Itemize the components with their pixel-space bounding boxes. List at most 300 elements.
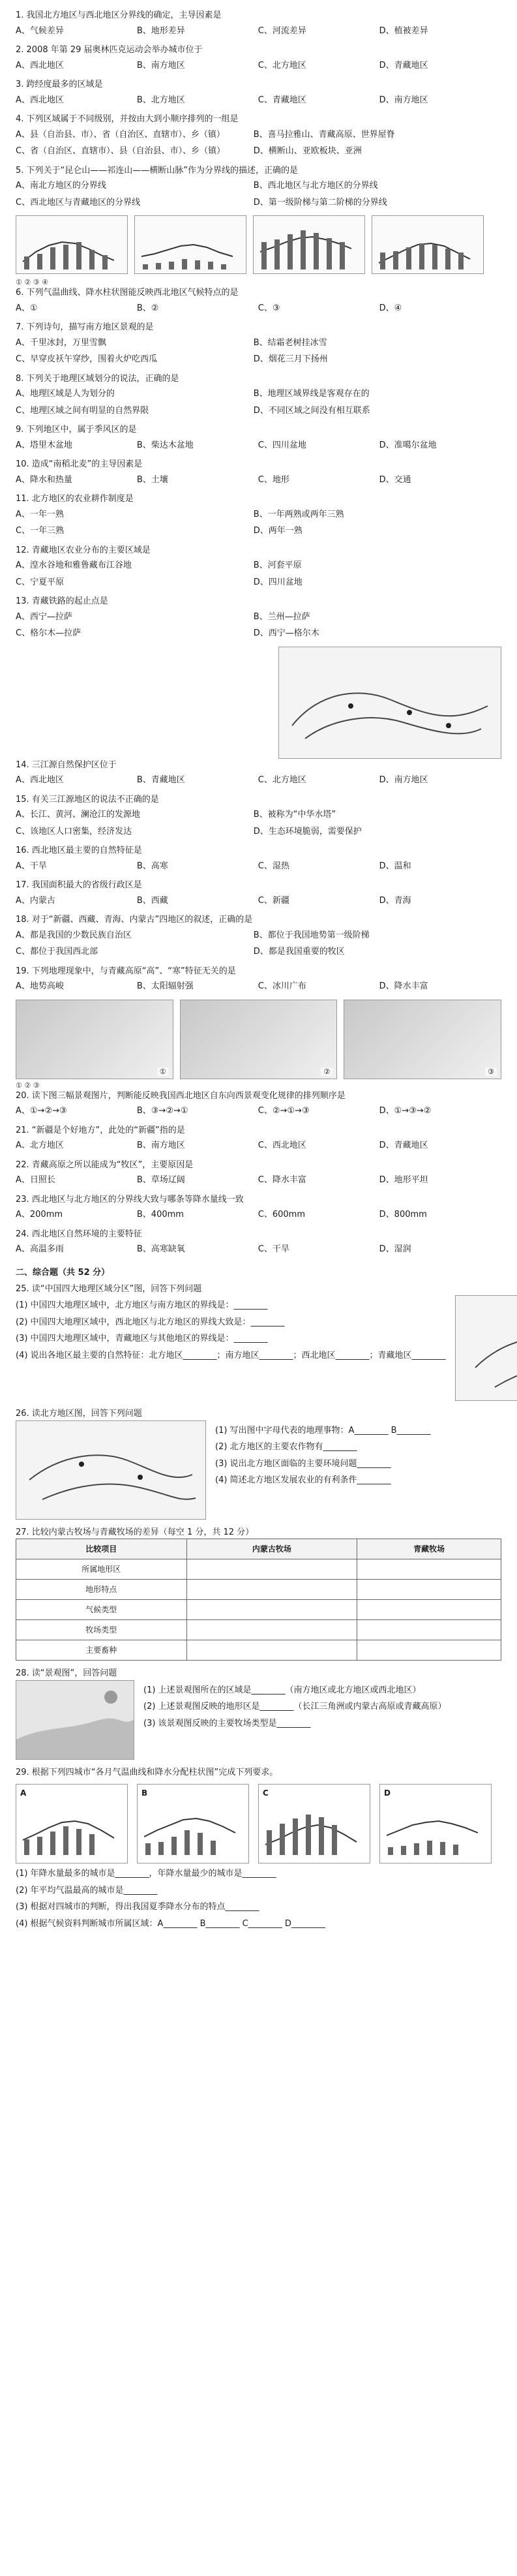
question-24 [16, 1228, 501, 1256]
q7-option-b [254, 337, 477, 350]
q2-option-c [258, 59, 365, 72]
question-17-text: 17. 我国面积最大的省级行政区是 [16, 880, 142, 890]
question-24-text: 24. 西北地区自然环境的主要特征 [16, 1229, 142, 1239]
question-16-options [16, 860, 501, 873]
question-16 [16, 844, 501, 872]
q28-row [16, 1680, 501, 1760]
q4-option-b [254, 129, 477, 142]
q28-part-3 [143, 1717, 501, 1730]
q20-option-d [379, 1105, 486, 1118]
q29-part-1 [16, 1867, 501, 1880]
q26-part-1-text: (1) 写出图中字母代表的地理事物：A________ B________ [215, 1425, 431, 1435]
q28-text-block [143, 1680, 501, 1730]
q24-option-c [258, 1243, 365, 1256]
question-9 [16, 423, 501, 452]
q26-part-2 [215, 1441, 501, 1454]
q29-parts [16, 1867, 501, 1930]
q27-table-head [16, 1539, 501, 1559]
question-7 [16, 321, 501, 366]
q6-option-c [258, 302, 365, 315]
q29-part-3-text: (3) 根据对四城市的判断，得出我国夏季降水分布的特点________ [16, 1902, 259, 1912]
q23-option-b-text: B、400mm [136, 1210, 184, 1219]
q18-option-c [16, 945, 239, 958]
question-17-options [16, 895, 501, 908]
q16-option-b [137, 860, 244, 873]
q28-part-2 [143, 1700, 501, 1713]
question-17 [16, 879, 501, 907]
question-6 [16, 286, 501, 314]
q8-option-d-text: D、不同区域之间没有相互联系 [253, 405, 370, 416]
question-16-text: 16. 西北地区最主要的自然特征是 [16, 846, 142, 855]
q23-option-d [379, 1208, 486, 1221]
q1-option-b-text: B、地形差异 [136, 25, 185, 36]
q1-option-d [379, 25, 486, 38]
q7-option-c [16, 353, 239, 366]
q12-option-a-text: A、湟水谷地和雅鲁藏布江谷地 [16, 560, 132, 570]
q21-option-c [258, 1139, 365, 1152]
question-13-text: 13. 青藏铁路的起止点是 [16, 596, 108, 606]
climate-chart-2 [134, 215, 246, 274]
q29-chart-d-graphic [380, 1785, 491, 1863]
question-3-text: 3. 跨经度最多的区域是 [16, 80, 103, 89]
q8-option-b [254, 388, 477, 401]
climate-chart-4-graphic [372, 216, 483, 273]
q11-option-b-text: B、一年两熟或两年三熟 [253, 509, 344, 519]
question-3-options [16, 94, 501, 107]
q25-part-4 [16, 1349, 446, 1362]
q24-option-a-text: A、高温多雨 [16, 1244, 64, 1254]
q19-option-a [16, 980, 123, 993]
q9-option-d [379, 439, 486, 452]
question-26 [16, 1407, 501, 1520]
q19-option-a-text: A、地势高峻 [16, 981, 64, 991]
q18-option-c-text: C、都位于我国西北部 [16, 947, 98, 957]
q7-option-a-text: A、千里冰封，万里雪飘 [16, 337, 106, 348]
q18-option-b [254, 929, 477, 942]
q27-row-3 [16, 1600, 501, 1620]
q16-option-a [16, 860, 123, 873]
q11-option-d-text: D、两年一熟 [253, 526, 303, 536]
question-20 [16, 1090, 501, 1118]
question-11 [16, 493, 501, 538]
q29-chart-a-label: A [20, 1788, 27, 1798]
question-2 [16, 44, 501, 72]
q25-part-4-text: (4) 说出各地区最主要的自然特征：北方地区________；南方地区________；西北地区________；青藏地区________ [16, 1350, 446, 1360]
q21-option-d-text: D、青藏地区 [379, 1141, 428, 1150]
question-19-text: 19. 下列地理现象中，与青藏高原“高”、“寒”特征无关的是 [16, 966, 236, 976]
q24-option-b [137, 1243, 244, 1256]
q27-row-2 [16, 1580, 501, 1600]
question-1-options [16, 25, 501, 38]
question-18 [16, 913, 501, 958]
landscape-photo-1 [16, 1000, 173, 1079]
q26-part-3-text: (3) 说出北方地区面临的主要环境问题________ [215, 1458, 391, 1469]
q26-text-block [215, 1420, 501, 1487]
q11-option-d [254, 525, 477, 538]
q7-option-c-text: C、早穿皮袄午穿纱，围着火炉吃西瓜 [16, 354, 158, 364]
q22-option-d-text: D、地形平坦 [379, 1175, 428, 1185]
q29-chart-c-label: C [263, 1788, 269, 1798]
question-7-options [16, 337, 501, 366]
q22-option-d [379, 1174, 486, 1187]
q5-option-c-text: C、西北地区与青藏地区的分界线 [16, 197, 141, 207]
q4-option-c [16, 145, 239, 158]
q9-option-b-text: B、柴达木盆地 [136, 440, 194, 450]
q25-part-2 [16, 1316, 446, 1329]
q27-row-1-col-3 [357, 1559, 501, 1580]
q28-part-1-text: (1) 上述景观图所在的区域是________（南方地区或北方地区或西北地区） [143, 1685, 421, 1695]
q12-option-b-text: B、河套平原 [253, 560, 302, 570]
q21-option-b [137, 1139, 244, 1152]
q7-option-a [16, 337, 239, 350]
question-15-text: 15. 有关三江源地区的说法不正确的是 [16, 794, 159, 805]
question-14-text: 14. 三江源自然保护区位于 [16, 759, 117, 770]
q29-chart-b-graphic [138, 1785, 248, 1863]
q29-chart-c [258, 1784, 370, 1863]
q14-option-c [258, 774, 365, 787]
q21-option-c-text: C、西北地区 [258, 1141, 306, 1150]
q27-row-3-col-1: 气候类型 [16, 1600, 187, 1620]
question-21-options [16, 1139, 501, 1152]
q27-row-4 [16, 1620, 501, 1640]
q16-option-c [258, 860, 365, 873]
q20-option-c [258, 1105, 365, 1118]
q6-option-a-text: A、① [16, 303, 38, 313]
q13-option-c-text: C、格尔木—拉萨 [16, 628, 81, 638]
q5-option-d [254, 196, 477, 209]
landscape-photo-2-caption: ② [321, 1067, 332, 1076]
question-26-text: 26. 读北方地区图，回答下列问题 [16, 1409, 142, 1418]
q25-text-block [16, 1295, 446, 1362]
q9-option-a [16, 439, 123, 452]
section-2-title: 二、综合题（共 52 分） [16, 1267, 110, 1278]
map-figure [278, 647, 501, 759]
q25-map-graphic [456, 1296, 517, 1400]
q24-option-a [16, 1243, 123, 1256]
q29-part-2-text: (2) 年平均气温最高的城市是________ [16, 1885, 158, 1895]
question-19-options [16, 980, 501, 993]
q26-part-4-text: (4) 简述北方地区发展农业的有利条件________ [215, 1475, 391, 1485]
question-2-options [16, 59, 501, 72]
q23-option-d-text: D、800mm [379, 1210, 427, 1219]
q28-part-3-text: (3) 该景观图反映的主要牧场类型是________ [143, 1718, 311, 1728]
q23-option-a-text: A、200mm [16, 1210, 63, 1219]
q1-option-d-text: D、植被差异 [379, 25, 428, 36]
climate-chart-1 [16, 215, 128, 274]
q9-option-d-text: D、准噶尔盆地 [379, 440, 437, 450]
question-10 [16, 458, 501, 486]
q10-option-c-text: C、地形 [258, 474, 289, 485]
q27-row-5-col-3 [357, 1640, 501, 1661]
q17-option-a [16, 895, 123, 908]
q21-option-d [379, 1139, 486, 1152]
q20-option-c-text: C、②→①→③ [258, 1106, 310, 1116]
q20-option-b-text: B、③→②→① [136, 1106, 188, 1116]
q7-option-d [254, 353, 477, 366]
question-4-text: 4. 下列区域属于不同级别，并按由大到小顺序排列的一组是 [16, 114, 239, 124]
q2-option-a-text: A、西北地区 [16, 60, 64, 70]
q8-option-d [254, 405, 477, 418]
q27-row-3-col-2 [186, 1600, 357, 1620]
q23-option-b [137, 1208, 244, 1221]
q13-option-d [254, 627, 477, 640]
q13-option-b [254, 611, 477, 624]
question-4 [16, 113, 501, 158]
q27-row-5-col-2 [186, 1640, 357, 1661]
q20-option-a-text: A、①→②→③ [16, 1106, 67, 1116]
climate-chart-3-graphic [254, 216, 364, 273]
q26-parts [215, 1424, 501, 1487]
q20-option-d-text: D、①→③→② [379, 1106, 432, 1116]
q15-option-c [16, 825, 239, 838]
q17-option-d-text: D、青海 [379, 895, 411, 906]
q2-option-b-text: B、南方地区 [136, 60, 185, 70]
q14-option-a [16, 774, 123, 787]
q10-option-a-text: A、降水和热量 [16, 474, 72, 485]
q26-part-4 [215, 1474, 501, 1487]
question-11-text: 11. 北方地区的农业耕作制度是 [16, 494, 134, 504]
question-23 [16, 1193, 501, 1221]
q18-option-a-text: A、都是我国的少数民族自治区 [16, 930, 132, 940]
q11-option-c-text: C、一年三熟 [16, 526, 65, 536]
question-1-text: 1. 我国北方地区与西北地区分界线的确定，主导因素是 [16, 10, 222, 20]
question-12-options [16, 559, 501, 589]
q27-row-2-col-2 [186, 1580, 357, 1600]
q29-charts [16, 1784, 501, 1863]
q3-option-a [16, 94, 123, 107]
q2-option-a [16, 59, 123, 72]
q21-option-a-text: A、北方地区 [16, 1141, 64, 1150]
question-28 [16, 1667, 501, 1760]
q15-option-d-text: D、生态环境脆弱，需要保护 [253, 826, 362, 836]
q1-option-a-text: A、气候差异 [16, 25, 64, 36]
q29-chart-c-graphic [259, 1785, 370, 1863]
q2-option-d-text: D、青藏地区 [379, 60, 428, 70]
q9-option-b [137, 439, 244, 452]
q12-option-c-text: C、宁夏平原 [16, 577, 65, 587]
q14-option-a-text: A、西北地区 [16, 775, 64, 785]
q15-option-b-text: B、被称为“中华水塔” [253, 810, 336, 820]
q15-option-d [254, 825, 477, 838]
q8-option-c [16, 405, 239, 418]
climate-charts [16, 215, 501, 274]
q27-col-2: 内蒙古牧场 [186, 1539, 357, 1559]
question-20-options [16, 1105, 501, 1118]
q16-option-b-text: B、高寒 [136, 861, 168, 871]
map-row [16, 647, 501, 759]
landscape-photos [16, 1000, 501, 1079]
q5-option-d-text: D、第一级阶梯与第二阶梯的分界线 [253, 197, 387, 207]
q3-option-b-text: B、北方地区 [136, 95, 185, 105]
landscape-photo-3 [344, 1000, 501, 1079]
q3-option-d-text: D、南方地区 [379, 95, 428, 105]
q12-option-b [254, 559, 477, 572]
q9-option-a-text: A、塔里木盆地 [16, 440, 72, 450]
q19-option-c-text: C、冰川广布 [258, 981, 306, 991]
climate-chart-4 [372, 215, 484, 274]
question-24-options [16, 1243, 501, 1256]
q16-option-a-text: A、干旱 [16, 861, 47, 871]
q24-option-d-text: D、湿润 [379, 1244, 411, 1254]
q29-chart-a-graphic [16, 1785, 127, 1863]
q5-option-a-text: A、南北方地区的分界线 [16, 181, 106, 191]
q25-map [455, 1295, 517, 1401]
q26-part-2-text: (2) 北方地区的主要农作物有________ [215, 1442, 357, 1452]
q21-option-a [16, 1139, 123, 1152]
question-9-options [16, 439, 501, 452]
q6-option-b-text: B、② [136, 303, 159, 313]
question-23-text: 23. 西北地区与北方地区的分界线大致与哪条等降水量线一致 [16, 1194, 244, 1204]
q1-option-a [16, 25, 123, 38]
landscape-photo-3-caption: ③ [485, 1067, 497, 1076]
q15-option-b [254, 808, 477, 821]
q25-parts [16, 1299, 446, 1362]
q29-part-4 [16, 1918, 501, 1931]
q10-option-b [137, 474, 244, 487]
q6-option-c-text: C、③ [258, 303, 280, 313]
question-22 [16, 1159, 501, 1187]
q24-option-c-text: C、干旱 [258, 1244, 289, 1254]
q29-part-4-text: (4) 根据气候资料判断城市所属区域：A________ B________ C________ D________ [16, 1918, 325, 1929]
landscape-photos-caption: ① ② ③ [16, 1081, 40, 1090]
q28-parts [143, 1684, 501, 1730]
question-25-text: 25. 读“中国四大地理区域分区”图，回答下列问题 [16, 1283, 202, 1294]
question-15-options [16, 808, 501, 838]
q16-option-c-text: C、湿热 [258, 861, 289, 871]
q12-option-c [16, 576, 239, 589]
question-10-options [16, 474, 501, 487]
q4-option-d-text: D、横断山、亚欧板块、亚洲 [253, 146, 362, 156]
q15-option-a [16, 808, 239, 821]
q26-part-1 [215, 1424, 501, 1437]
q13-option-d-text: D、西宁—格尔木 [253, 628, 319, 638]
q26-map-graphic [16, 1421, 205, 1519]
climate-charts-caption: ① ② ③ ④ [16, 278, 48, 286]
q4-option-d [254, 145, 477, 158]
question-5 [16, 164, 501, 209]
q18-option-d-text: D、都是我国重要的牧区 [253, 947, 345, 957]
q22-option-a-text: A、日照长 [16, 1175, 55, 1185]
q27-row-4-col-2 [186, 1620, 357, 1640]
question-3 [16, 78, 501, 106]
q29-chart-b-label: B [141, 1788, 148, 1798]
q29-chart-d [379, 1784, 492, 1863]
q17-option-c-text: C、新疆 [258, 895, 289, 906]
question-12 [16, 544, 501, 589]
q5-option-a [16, 179, 239, 192]
q10-option-b-text: B、土壤 [136, 474, 168, 485]
question-22-options [16, 1174, 501, 1187]
q25-part-3 [16, 1332, 446, 1345]
q24-option-b-text: B、高寒缺氧 [136, 1244, 185, 1254]
question-6-text: 6. 下列气温曲线、降水柱状图能反映西北地区气候特点的是 [16, 288, 239, 298]
q29-chart-d-label: D [384, 1788, 391, 1798]
q25-part-2-text: (2) 中国四大地理区域中，西北地区与北方地区的界线大致是：________ [16, 1317, 285, 1327]
question-15 [16, 793, 501, 838]
q6-option-d [379, 302, 486, 315]
q4-option-a [16, 129, 239, 142]
q22-option-a [16, 1174, 123, 1187]
question-22-text: 22. 青藏高原之所以能成为“牧区”，主要原因是 [16, 1159, 194, 1170]
q4-option-b-text: B、喜马拉雅山、青藏高原、世界屋脊 [253, 129, 395, 140]
q18-option-a [16, 929, 239, 942]
q4-option-c-text: C、省（自治区、直辖市）、县（自治县、市）、乡（镇） [16, 146, 226, 156]
question-8-text: 8. 下列关于地理区域划分的说法，正确的是 [16, 373, 179, 384]
landscape-photo-1-caption: ① [157, 1067, 169, 1076]
q27-table [16, 1539, 501, 1661]
q6-option-a [16, 302, 123, 315]
q16-option-d [379, 860, 486, 873]
q18-option-d [254, 945, 477, 958]
q23-option-c-text: C、600mm [258, 1210, 305, 1219]
question-8-options [16, 388, 501, 417]
q6-option-b [137, 302, 244, 315]
question-29-text: 29. 根据下列四城市“各月气温曲线和降水分配柱状图”完成下列要求。 [16, 1767, 278, 1777]
question-19 [16, 965, 501, 993]
q27-row-2-col-1: 地形特点 [16, 1580, 187, 1600]
q16-option-d-text: D、温和 [379, 861, 411, 871]
q13-option-c [16, 627, 239, 640]
question-1 [16, 9, 501, 37]
question-8 [16, 373, 501, 418]
q29-part-3 [16, 1901, 501, 1914]
q14-option-d [379, 774, 486, 787]
q27-row-4-col-3 [357, 1620, 501, 1640]
q14-option-b [137, 774, 244, 787]
question-12-text: 12. 青藏地区农业分布的主要区域是 [16, 545, 151, 555]
q12-option-a [16, 559, 239, 572]
climate-chart-3 [253, 215, 365, 274]
q25-row [16, 1295, 501, 1401]
question-18-options [16, 929, 501, 958]
q5-option-b-text: B、西北地区与北方地区的分界线 [253, 181, 378, 191]
q11-option-a [16, 508, 239, 521]
q28-landscape-image [16, 1680, 134, 1760]
q8-option-a [16, 388, 239, 401]
q17-option-d [379, 895, 486, 908]
q26-part-3 [215, 1458, 501, 1471]
q18-option-b-text: B、都位于我国地势第一级阶梯 [253, 930, 370, 940]
landscape-photo-2 [180, 1000, 338, 1079]
q28-part-1 [143, 1684, 501, 1697]
q17-option-b-text: B、西藏 [136, 895, 168, 906]
q10-option-d [379, 474, 486, 487]
q29-chart-a [16, 1784, 128, 1863]
q22-option-b [137, 1174, 244, 1187]
q29-part-1-text: (1) 年降水量最多的城市是________，年降水量最少的城市是________ [16, 1869, 276, 1878]
question-4-options [16, 129, 501, 158]
question-27 [16, 1526, 501, 1661]
question-20-text: 20. 读下图三幅景观图片，判断能反映我国西北地区自东向西景观变化规律的排列顺序是 [16, 1090, 346, 1101]
q27-row-4-col-1: 牧场类型 [16, 1620, 187, 1640]
q27-row-3-col-3 [357, 1600, 501, 1620]
climate-chart-2-graphic [135, 216, 246, 273]
question-14 [16, 759, 501, 787]
question-7-text: 7. 下列诗句，描写南方地区景观的是 [16, 322, 154, 332]
q7-option-d-text: D、烟花三月下扬州 [253, 354, 328, 364]
q10-option-a [16, 474, 123, 487]
q14-option-d-text: D、南方地区 [379, 775, 428, 785]
q4-option-a-text: A、县（自治县、市）、省（自治区、直辖市）、乡（镇） [16, 129, 225, 140]
question-18-text: 18. 对于“新疆、西藏、青海、内蒙古”四地区的叙述，正确的是 [16, 915, 253, 925]
q19-option-d [379, 980, 486, 993]
q19-option-c [258, 980, 365, 993]
q9-option-c [258, 439, 365, 452]
q19-option-b-text: B、太阳辐射强 [136, 981, 194, 991]
q17-option-b [137, 895, 244, 908]
q11-option-b [254, 508, 477, 521]
q1-option-b [137, 25, 244, 38]
